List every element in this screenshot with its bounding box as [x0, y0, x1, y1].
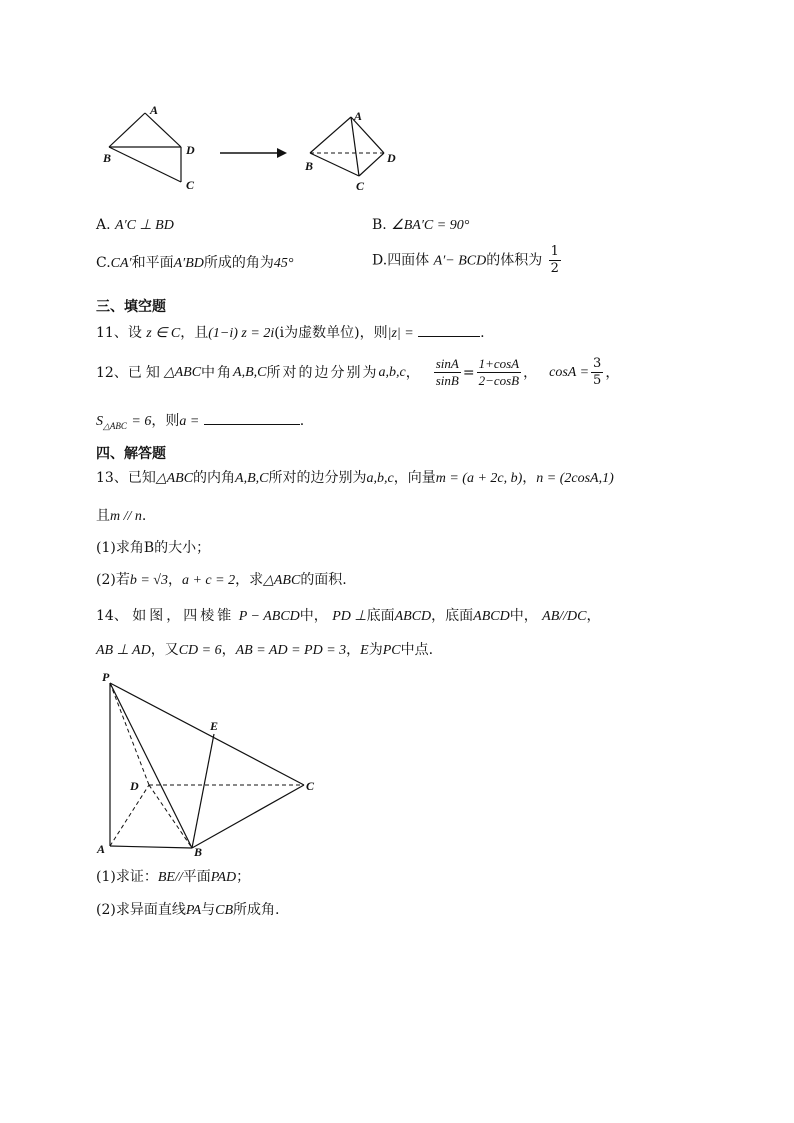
pyramid-label-a: A	[97, 842, 106, 856]
right-label-c: C	[356, 179, 365, 193]
left-label-b: B	[103, 151, 112, 165]
question-14: 14、 如图，四棱锥 P − ABCD中， PD ⊥底面ABCD，底面ABCD中， AB//DC，	[96, 608, 601, 624]
pyramid-label-d: D	[130, 779, 139, 793]
pyramid-figure	[92, 668, 332, 860]
left-label-a: A	[150, 103, 159, 117]
question-12: 12、 已知 △ABC 中角 A,B,C 所对的边分别为 a,b,c ， $\frac{\sin A}{\sin B}$ = $\frac{1+\cos A}{2-\cos B}$ ， cosA = $\frac{3}{5}$ ，	[96, 356, 620, 388]
left-label-c: C	[186, 178, 195, 192]
pyramid-label-e: E	[210, 719, 219, 733]
section-title-fill-blank: 三、填空题	[96, 299, 166, 315]
right-label-b: B	[305, 159, 314, 173]
pyramid-label-b: B	[194, 845, 203, 859]
arrow-right-icon	[277, 148, 287, 158]
question-13-part2: (2)若b = √3，a + c = 2，求△ABC的面积.	[96, 572, 347, 588]
question-12-line2: $S_{\triangle ABC} = 6$，则a = .	[96, 410, 304, 436]
pyramid-label-c: C	[306, 779, 315, 793]
question-13-part1: (1)求角B的大小；	[96, 540, 211, 556]
option-b: B. ∠BA′C = 90°	[372, 217, 470, 233]
question-14-line2: AB ⊥ AD，又CD = 6，AB = AD = PD = 3，E为PC中点.	[96, 642, 434, 658]
left-label-d: D	[186, 143, 195, 157]
option-c: C.CA′和平面A′BD所成的角为45°	[96, 255, 294, 271]
option-d: D.四面体 A′− BCD的体积为 $\frac{1}{2}$	[372, 244, 559, 276]
folding-figure	[95, 100, 415, 200]
option-a: A. A′C ⊥ BD	[96, 217, 174, 233]
pyramid-label-p: P	[102, 670, 110, 684]
answer-blank[interactable]	[418, 322, 480, 337]
question-14-part2: (2)求异面直线PA与CB所成角.	[96, 902, 280, 918]
question-14-part1: (1)求证：BE//平面PAD；	[96, 869, 251, 885]
right-label-a: A	[354, 109, 363, 123]
answer-blank[interactable]	[204, 410, 300, 425]
section-title-solve: 四、解答题	[96, 446, 166, 462]
question-11: 11、设 z ∈ C，且(1−i) z = 2i(i为虚数单位)，则|z| = .	[96, 322, 485, 344]
question-13-line2: 且m // n.	[96, 508, 147, 524]
question-13: 13、已知△ABC的内角A,B,C所对的边分别为a,b,c，向量m = (a + 2c, b)，n = (2cosA,1)	[96, 470, 614, 486]
right-label-d: D	[387, 151, 396, 165]
